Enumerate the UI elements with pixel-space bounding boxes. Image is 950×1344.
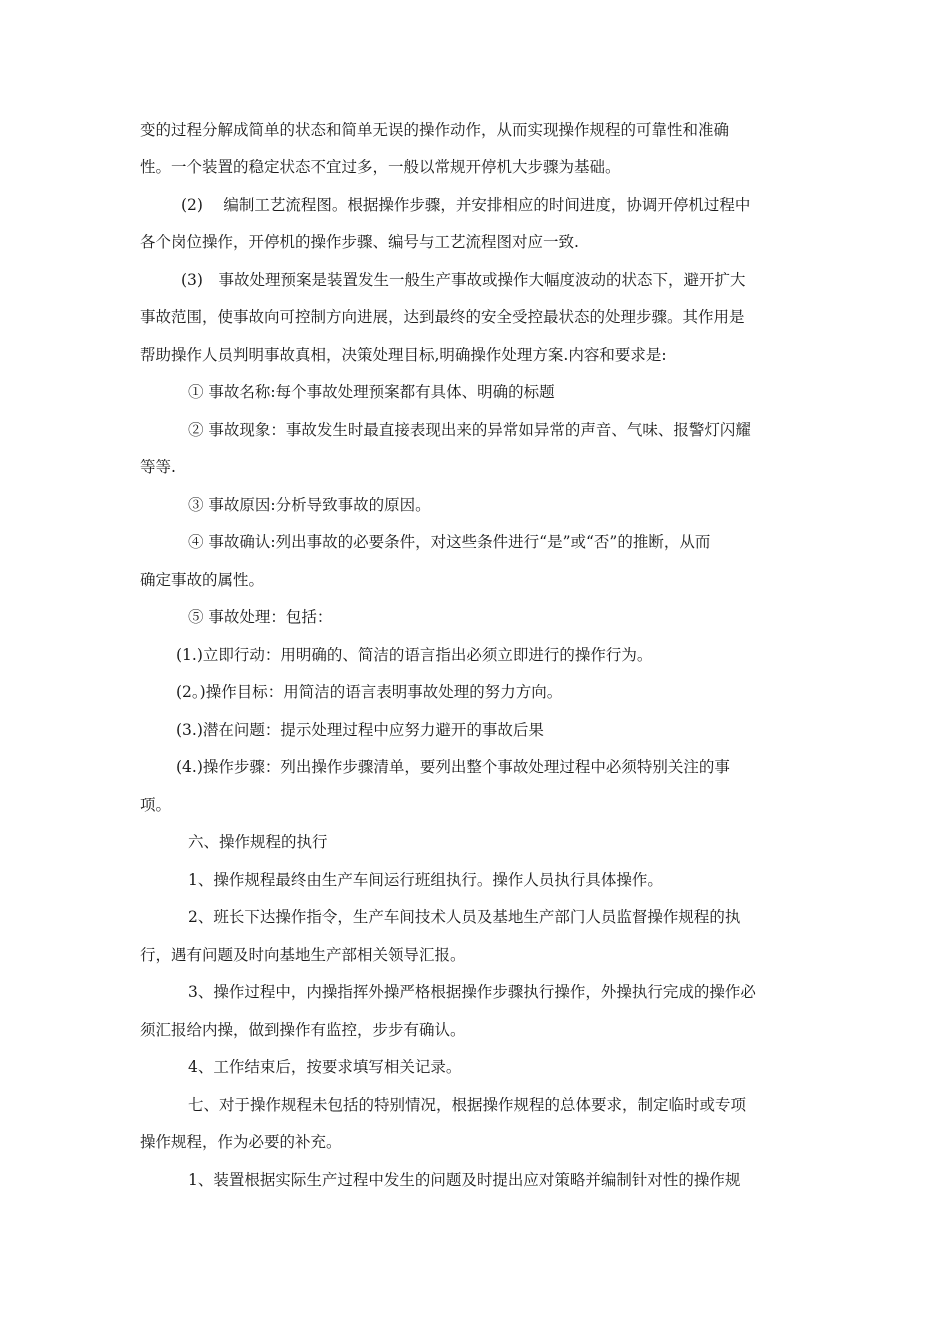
- paragraph-line: (2。)操作目标：用简洁的语言表明事故处理的努力方向。: [176, 683, 563, 701]
- paragraph-line: (4.)操作步骤：列出操作步骤清单，要列出整个事故处理过程中必须特别关注的事: [176, 758, 730, 776]
- paragraph-line: ① 事故名称:每个事故处理预案都有具体、明确的标题: [188, 383, 555, 401]
- paragraph-line: 性。一个装置的稳定状态不宜过多，一般以常规开停机大步骤为基础。: [140, 158, 621, 176]
- paragraph-line: 项。: [140, 796, 172, 814]
- paragraph-line: ⑤ 事故处理：包括：: [188, 608, 333, 626]
- paragraph-line: 须汇报给内操，做到操作有监控，步步有确认。: [140, 1021, 466, 1039]
- paragraph-line: (3.)潜在问题：提示处理过程中应努力避开的事故后果: [176, 721, 544, 739]
- paragraph-line: 确定事故的属性。: [140, 571, 265, 589]
- paragraph-line: 帮助操作人员判明事故真相，决策处理目标,明确操作处理方案.内容和要求是:: [140, 346, 667, 364]
- paragraph-line: 2、班长下达操作指令，生产车间技术人员及基地生产部门人员监督操作规程的执: [188, 908, 741, 926]
- paragraph-line: ④ 事故确认:列出事故的必要条件，对这些条件进行“是”或“否”的推断，从而: [188, 533, 711, 551]
- paragraph-line: ② 事故现象：事故发生时最直接表现出来的异常如异常的声音、气味、报警灯闪耀: [188, 421, 751, 439]
- paragraph-line: 3、操作过程中，内操指挥外操严格根据操作步骤执行操作，外操执行完成的操作必: [188, 983, 756, 1001]
- paragraph-line: 变的过程分解成简单的状态和简单无误的操作动作，从而实现操作规程的可靠性和准确: [140, 121, 730, 139]
- paragraph-line: (1.)立即行动：用明确的、简洁的语言指出必须立即进行的操作行为。: [176, 646, 653, 664]
- paragraph-line: 事故范围，使事故向可控制方向进展，达到最终的安全受控最状态的处理步骤。其作用是: [140, 308, 745, 326]
- paragraph-line: 各个岗位操作，开停机的操作步骤、编号与工艺流程图对应一致.: [140, 233, 579, 251]
- paragraph-line: 行，遇有问题及时向基地生产部相关领导汇报。: [140, 946, 466, 964]
- section-heading: 六、操作规程的执行: [188, 833, 328, 851]
- paragraph-line: (3) 事故处理预案是装置发生一般生产事故或操作大幅度波动的状态下，避开扩大: [181, 271, 746, 289]
- paragraph-line: 等等.: [140, 458, 176, 476]
- section-heading: 七、对于操作规程未包括的特别情况，根据操作规程的总体要求，制定临时或专项: [188, 1096, 747, 1114]
- paragraph-line: ③ 事故原因:分析导致事故的原因。: [188, 496, 431, 514]
- paragraph-line: (2) 编制工艺流程图。根据操作步骤，并安排相应的时间进度，协调开停机过程中: [181, 196, 751, 214]
- paragraph-line: 操作规程，作为必要的补充。: [140, 1133, 342, 1151]
- paragraph-line: 4、工作结束后，按要求填写相关记录。: [188, 1058, 462, 1076]
- paragraph-line: 1、装置根据实际生产过程中发生的问题及时提出应对策略并编制针对性的操作规: [188, 1171, 741, 1189]
- paragraph-line: 1、操作规程最终由生产车间运行班组执行。操作人员执行具体操作。: [188, 871, 663, 889]
